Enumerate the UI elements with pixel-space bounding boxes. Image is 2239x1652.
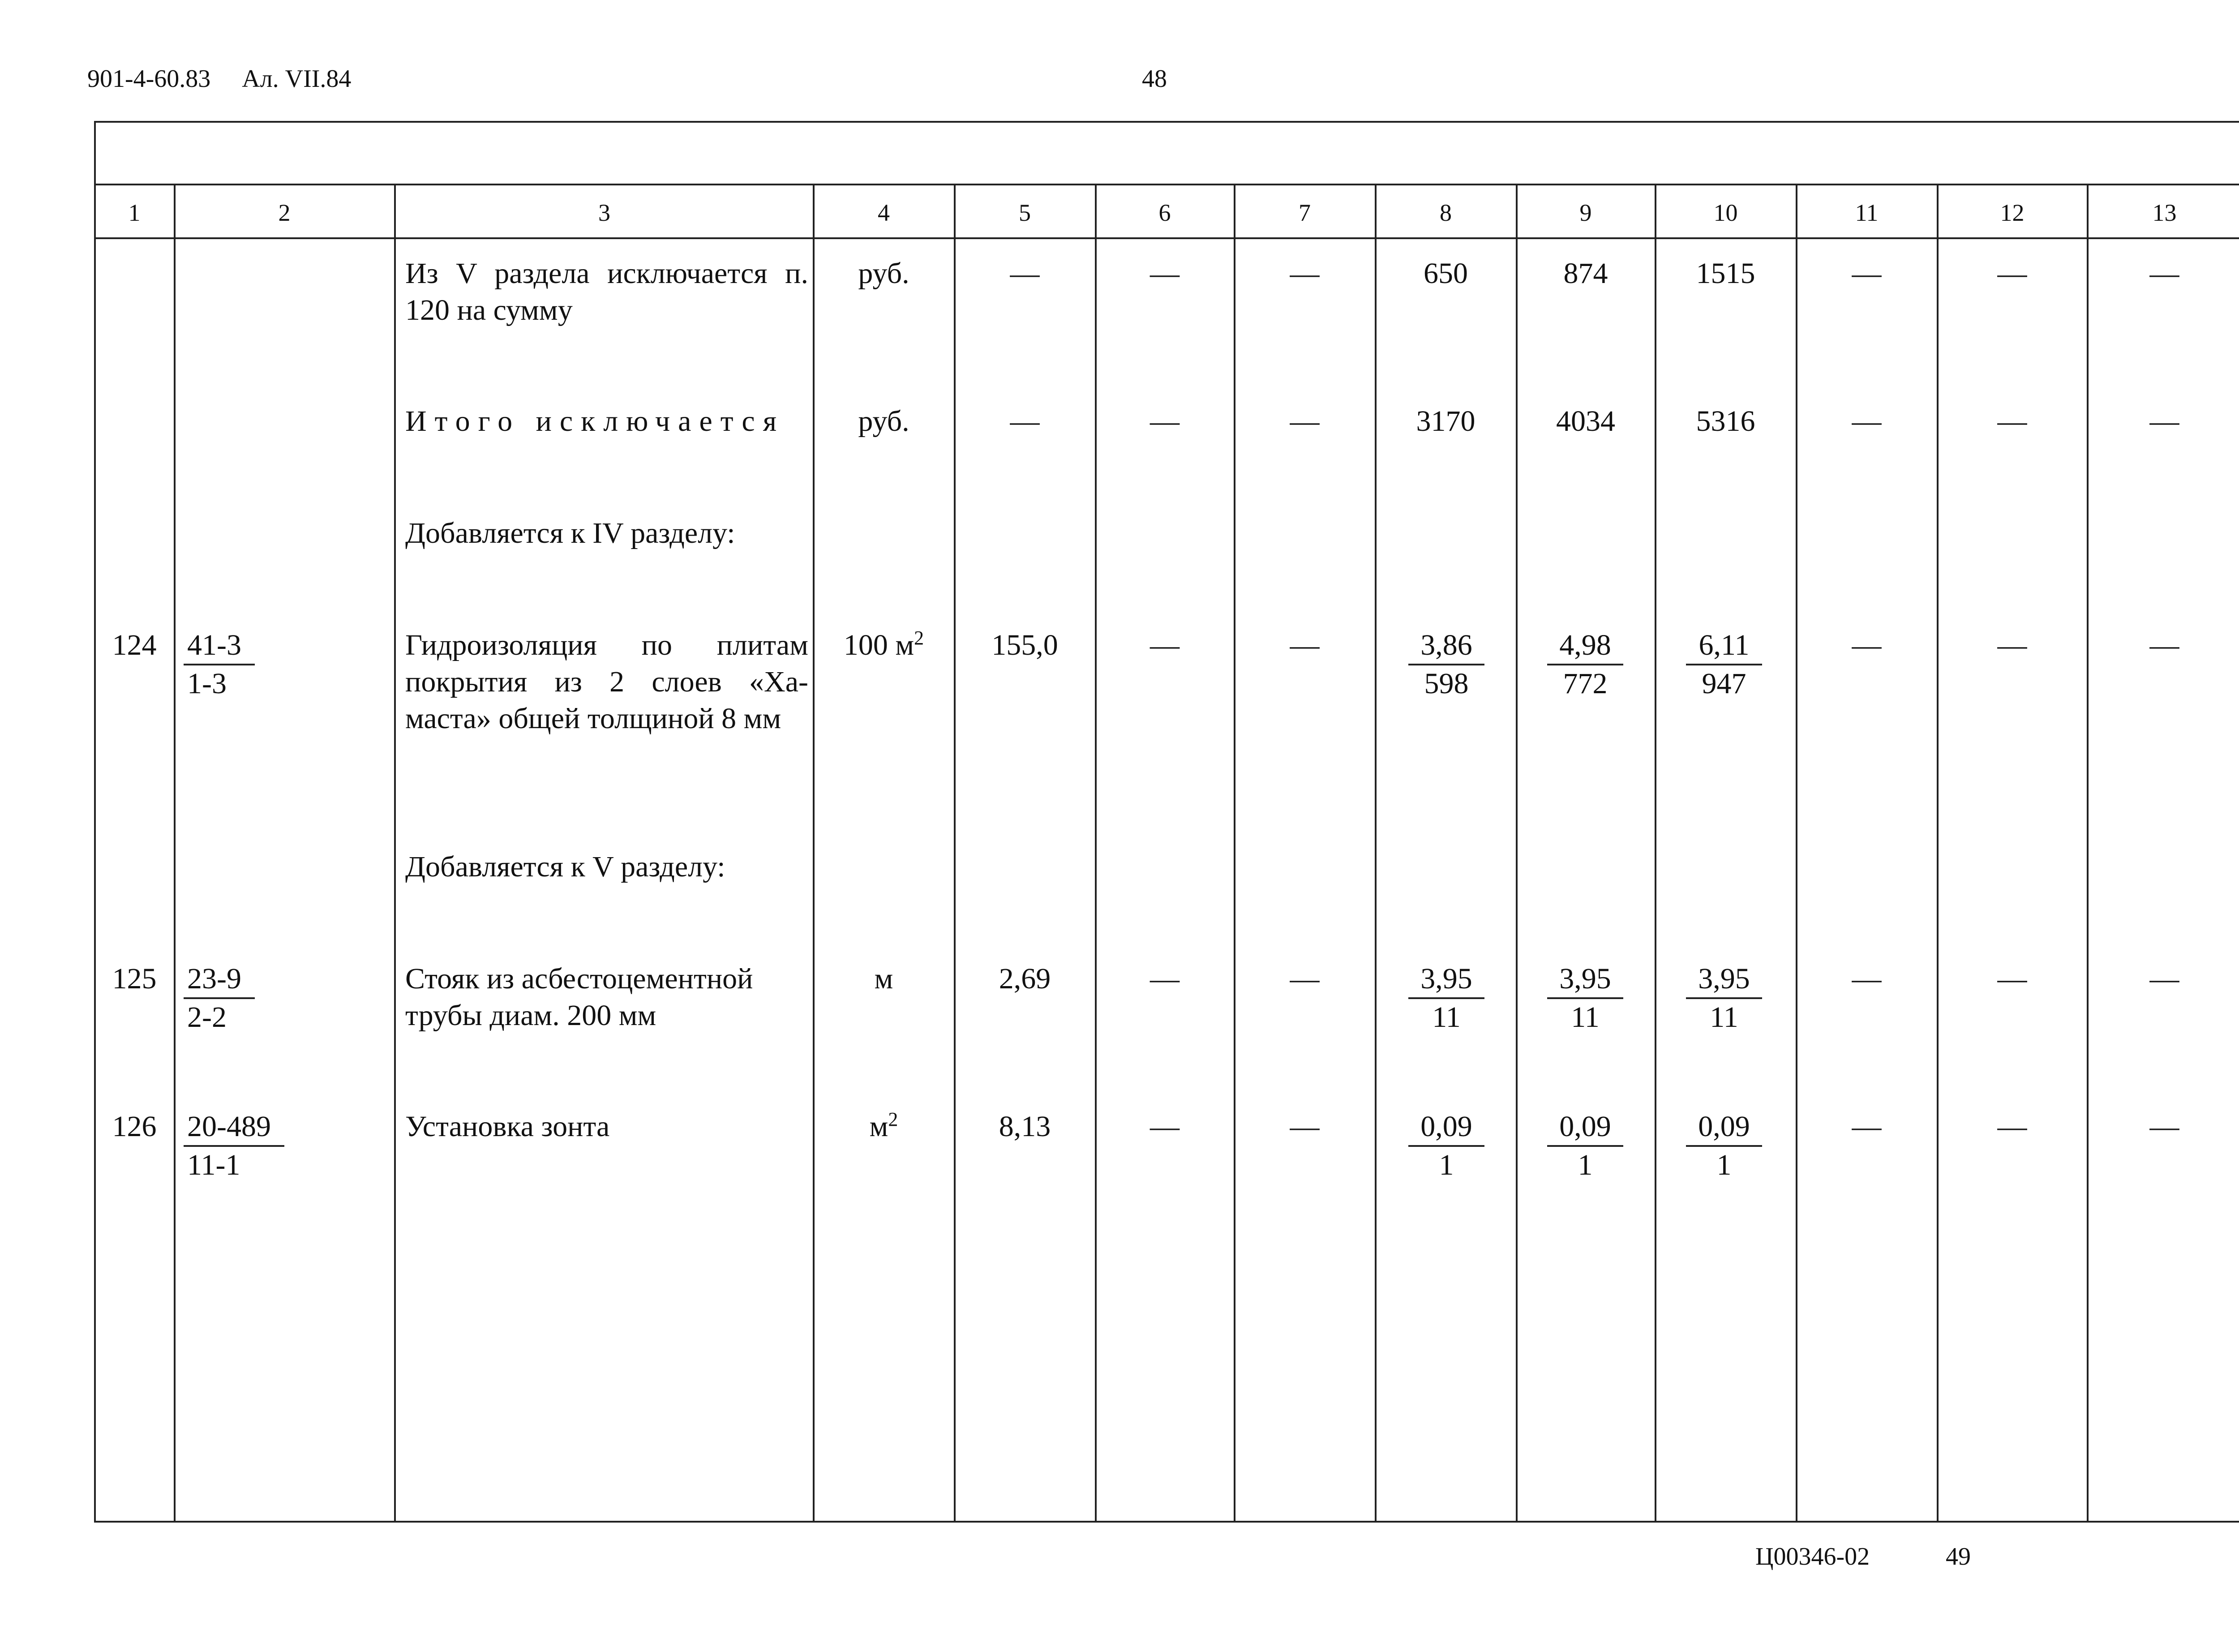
col-divider-3 bbox=[813, 184, 815, 1523]
unit-superscript: 2 bbox=[914, 627, 924, 649]
total-label-text: Итого исключается bbox=[405, 405, 785, 438]
fraction-bottom: 11 bbox=[1710, 1001, 1738, 1034]
fraction-bottom: 772 bbox=[1563, 667, 1608, 700]
col-divider-12 bbox=[2087, 184, 2089, 1523]
rate-code-top: 41-3 bbox=[184, 627, 255, 665]
rate-code-bottom: 2-2 bbox=[187, 1001, 227, 1034]
fraction-top: 0,09 bbox=[1408, 1108, 1484, 1147]
fraction-bottom: 598 bbox=[1424, 667, 1469, 700]
row-col12: — bbox=[1997, 629, 2027, 661]
table-top-band bbox=[94, 121, 2239, 186]
col-header-3: 3 bbox=[598, 199, 610, 226]
fraction-top: 0,09 bbox=[1686, 1108, 1762, 1147]
row-description: Гидроизоляция по плитам покрытия из 2 слоев «Ха-маста» общей толщиной 8 мм bbox=[405, 629, 808, 735]
col-header-2: 2 bbox=[278, 199, 291, 226]
row-col13: — bbox=[2149, 405, 2179, 438]
fraction-top: 4,98 bbox=[1547, 627, 1623, 665]
row-col9-fraction bbox=[1547, 1108, 1623, 1184]
fraction-bottom: 1 bbox=[1439, 1149, 1454, 1181]
rate-code-bottom: 11-1 bbox=[187, 1149, 240, 1181]
page-number: 48 bbox=[1142, 65, 1167, 93]
col-header-12: 12 bbox=[2000, 199, 2025, 226]
row-rate-code bbox=[184, 627, 255, 702]
row-col8-fraction bbox=[1408, 1108, 1484, 1184]
col-divider-8 bbox=[1516, 184, 1518, 1523]
row-col8-fraction bbox=[1408, 627, 1484, 702]
row-unit bbox=[814, 1108, 954, 1145]
row-unit: руб. bbox=[858, 405, 909, 438]
total-label bbox=[405, 403, 785, 440]
row-col7: — bbox=[1290, 257, 1320, 290]
col-header-7: 7 bbox=[1299, 199, 1311, 226]
col-header-4: 4 bbox=[878, 199, 890, 226]
row-col6: — bbox=[1150, 257, 1180, 290]
row-col11: — bbox=[1852, 405, 1882, 438]
col-divider-5 bbox=[1095, 184, 1097, 1523]
row-col13: — bbox=[2149, 257, 2179, 290]
row-col12: — bbox=[1997, 257, 2027, 290]
col-divider-1 bbox=[174, 184, 176, 1523]
fraction-top: 3,95 bbox=[1408, 961, 1484, 999]
col-divider-11 bbox=[1937, 184, 1939, 1523]
fraction-bottom: 11 bbox=[1571, 1001, 1600, 1034]
col-divider-10 bbox=[1796, 184, 1797, 1523]
row-col10: 5316 bbox=[1696, 405, 1755, 438]
row-col9-fraction bbox=[1547, 627, 1623, 702]
doc-code: 901-4-60.83 bbox=[87, 65, 211, 93]
row-quantity: 155,0 bbox=[991, 629, 1058, 661]
col-header-8: 8 bbox=[1440, 199, 1452, 226]
row-col6: — bbox=[1150, 1110, 1180, 1143]
col-header-13: 13 bbox=[2152, 199, 2177, 226]
header-top-rule bbox=[94, 184, 2239, 185]
fraction-top: 0,09 bbox=[1547, 1108, 1623, 1147]
row-col9-fraction bbox=[1547, 961, 1623, 1036]
row-number: 124 bbox=[112, 629, 157, 661]
col-header-9: 9 bbox=[1579, 199, 1592, 226]
row-col7: — bbox=[1290, 629, 1320, 661]
row-col7: — bbox=[1290, 1110, 1320, 1143]
rate-code-bottom: 1-3 bbox=[187, 667, 227, 700]
col-header-5: 5 bbox=[1019, 199, 1031, 226]
row-quantity: — bbox=[1010, 257, 1040, 290]
sheet-number: 49 bbox=[1946, 1543, 1971, 1570]
fraction-top: 6,11 bbox=[1686, 627, 1762, 665]
row-col10-fraction bbox=[1686, 627, 1762, 702]
row-rate-code bbox=[184, 961, 255, 1036]
fraction-bottom: 11 bbox=[1432, 1001, 1461, 1034]
document-code-header bbox=[87, 63, 351, 95]
row-description: Из V раздела исключается п. 120 на сумму bbox=[405, 257, 808, 326]
row-col9: 874 bbox=[1563, 257, 1608, 290]
col-header-6: 6 bbox=[1158, 199, 1171, 226]
row-col12: — bbox=[1997, 1110, 2027, 1143]
row-quantity: 8,13 bbox=[999, 1110, 1051, 1143]
row-col7: — bbox=[1290, 962, 1320, 995]
row-col7: — bbox=[1290, 405, 1320, 438]
row-col8: 3170 bbox=[1416, 405, 1476, 438]
row-col13: — bbox=[2149, 1110, 2179, 1143]
row-col10-fraction bbox=[1686, 1108, 1762, 1184]
col-divider-7 bbox=[1375, 184, 1377, 1523]
row-col11: — bbox=[1852, 257, 1882, 290]
row-unit bbox=[814, 627, 954, 664]
estimate-table bbox=[94, 121, 2239, 1523]
col-divider-6 bbox=[1234, 184, 1235, 1523]
row-col6: — bbox=[1150, 405, 1180, 438]
row-col10-fraction bbox=[1686, 961, 1762, 1036]
rate-code-top: 23-9 bbox=[184, 961, 255, 999]
row-col9: 4034 bbox=[1556, 405, 1615, 438]
row-col12: — bbox=[1997, 405, 2027, 438]
unit-text: м bbox=[869, 1110, 888, 1143]
row-description: Стояк из асбестоцементной трубы диам. 200 мм bbox=[405, 962, 753, 1032]
row-col10: 1515 bbox=[1696, 257, 1755, 290]
section-label-iv: Добавляется к IV разделу: bbox=[405, 517, 735, 549]
row-col12: — bbox=[1997, 962, 2027, 995]
row-col8: 650 bbox=[1424, 257, 1468, 290]
row-col6: — bbox=[1150, 629, 1180, 661]
fraction-top: 3,95 bbox=[1547, 961, 1623, 999]
row-col8-fraction bbox=[1408, 961, 1484, 1036]
row-rate-code bbox=[184, 1108, 284, 1184]
row-col11: — bbox=[1852, 1110, 1882, 1143]
row-col11: — bbox=[1852, 629, 1882, 661]
fraction-top: 3,86 bbox=[1408, 627, 1484, 665]
row-col13: — bbox=[2149, 629, 2179, 661]
row-number: 126 bbox=[112, 1110, 157, 1143]
rate-code-top: 20-489 bbox=[184, 1108, 284, 1147]
drawing-code: Ц00346-02 bbox=[1755, 1543, 1870, 1570]
fraction-bottom: 947 bbox=[1702, 667, 1746, 700]
row-number: 125 bbox=[112, 962, 157, 995]
col-divider-4 bbox=[954, 184, 956, 1523]
album-number: Ал. VII.84 bbox=[242, 65, 352, 93]
row-col11: — bbox=[1852, 962, 1882, 995]
unit-text: 100 м bbox=[843, 629, 914, 661]
row-col13: — bbox=[2149, 962, 2179, 995]
row-quantity: 2,69 bbox=[999, 962, 1051, 995]
section-label-v: Добавляется к V разделу: bbox=[405, 850, 725, 883]
row-col6: — bbox=[1150, 962, 1180, 995]
fraction-top: 3,95 bbox=[1686, 961, 1762, 999]
row-unit: м bbox=[874, 962, 893, 995]
col-divider-9 bbox=[1655, 184, 1656, 1523]
row-unit: руб. bbox=[858, 257, 909, 290]
col-header-1: 1 bbox=[128, 199, 141, 226]
header-bottom-rule bbox=[94, 237, 2239, 239]
col-header-11: 11 bbox=[1855, 199, 1879, 226]
row-quantity: — bbox=[1010, 405, 1040, 438]
unit-superscript: 2 bbox=[888, 1108, 898, 1130]
fraction-bottom: 1 bbox=[1578, 1149, 1593, 1181]
row-description: Установка зонта bbox=[405, 1110, 610, 1143]
col-divider-2 bbox=[394, 184, 396, 1523]
col-header-10: 10 bbox=[1713, 199, 1738, 226]
fraction-bottom: 1 bbox=[1716, 1149, 1732, 1181]
